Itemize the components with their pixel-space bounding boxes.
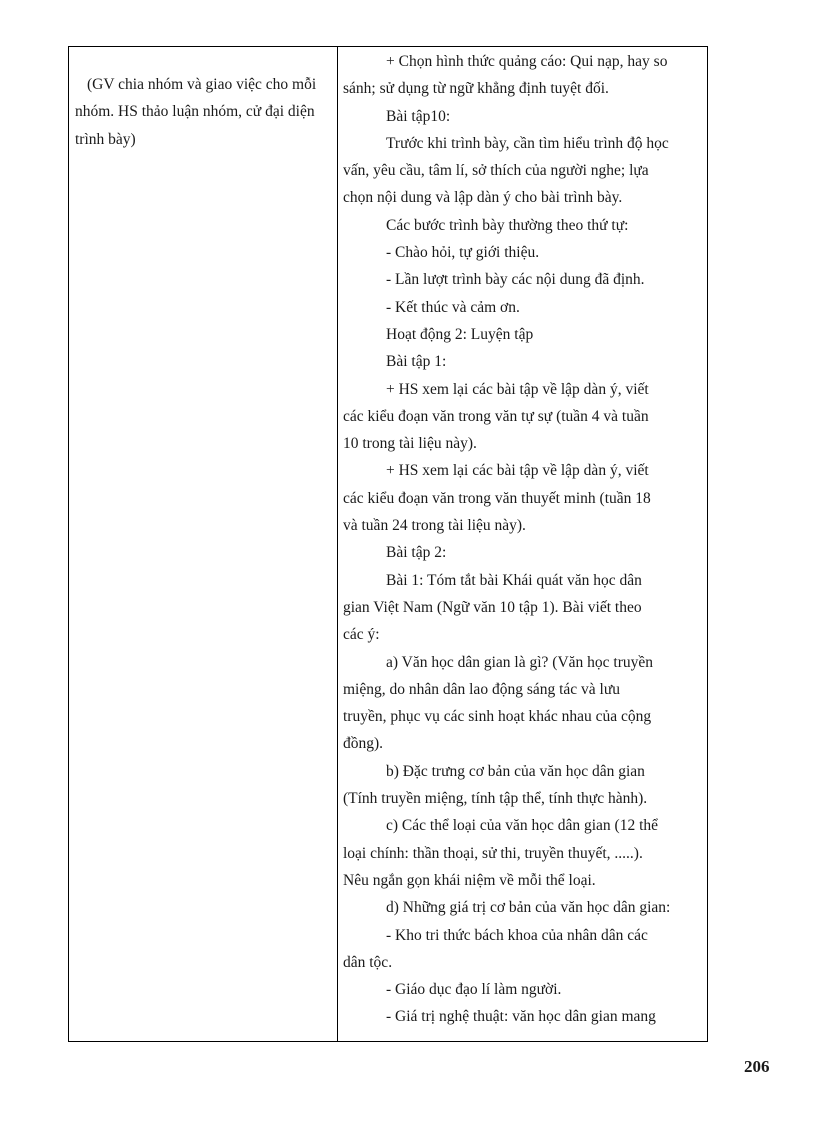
- content-line: vấn, yêu cầu, tâm lí, sở thích của người nghe; lựa: [343, 162, 649, 180]
- content-line: - Kho tri thức bách khoa của nhân dân các: [386, 926, 648, 944]
- content-line: - Chào hỏi, tự giới thiệu.: [386, 244, 540, 262]
- content-line: c) Các thể loại của văn học dân gian (12 thể: [386, 817, 658, 835]
- content-line: sánh; sử dụng từ ngữ khẳng định tuyệt đối.: [343, 80, 609, 98]
- content-line: - Giá trị nghệ thuật: văn học dân gian mang: [386, 1008, 656, 1026]
- content-line: chọn nội dung và lập dàn ý cho bài trình bày.: [343, 189, 623, 207]
- content-line: dân tộc.: [343, 953, 393, 971]
- content-line: loại chính: thần thoại, sử thi, truyền thuyết, .....).: [343, 844, 643, 862]
- content-line: b) Đặc trưng cơ bản của văn học dân gian: [386, 762, 645, 780]
- content-line: + Chọn hình thức quảng cáo: Qui nạp, hay so: [386, 53, 668, 70]
- content-line: gian Việt Nam (Ngữ văn 10 tập 1). Bài viết theo: [343, 598, 642, 616]
- content-line: d) Những giá trị cơ bản của văn học dân gian:: [386, 899, 671, 917]
- content-line: Bài tập 1:: [386, 353, 447, 371]
- content-line: Bài tập10:: [386, 107, 451, 125]
- content-line: Nêu ngắn gọn khái niệm về mỗi thể loại.: [343, 871, 596, 889]
- content-line: + HS xem lại các bài tập về lập dàn ý, viết: [386, 462, 649, 480]
- content-line: đồng).: [343, 735, 384, 753]
- content-line: Các bước trình bày thường theo thứ tự:: [386, 216, 629, 234]
- content-line: Bài 1: Tóm tắt bài Khái quát văn học dân: [386, 571, 642, 589]
- content-line: 10 trong tài liệu này).: [343, 435, 477, 453]
- content-line: và tuần 24 trong tài liệu này).: [343, 517, 526, 535]
- content-line: Hoạt động 2: Luyện tập: [386, 325, 534, 343]
- content-line: các ý:: [343, 626, 380, 644]
- content-line: + HS xem lại các bài tập về lập dàn ý, viết: [386, 380, 649, 398]
- content-line: miệng, do nhân dân lao động sáng tác và lưu: [343, 680, 621, 698]
- content-line: - Giáo dục đạo lí làm người.: [386, 981, 562, 999]
- content-line: các kiểu đoạn văn trong văn tự sự (tuần 4 và tuần: [343, 407, 649, 425]
- content-line: truyền, phục vụ các sinh hoạt khác nhau của cộng: [343, 708, 652, 726]
- content-line: - Lần lượt trình bày các nội dung đã định.: [386, 271, 645, 289]
- content-line: Bài tập 2:: [386, 544, 447, 562]
- content-column: [338, 47, 707, 1041]
- lesson-table: [68, 46, 708, 1042]
- content-line: (Tính truyền miệng, tính tập thể, tính thực hành).: [343, 790, 648, 808]
- page-number: 206: [744, 1057, 770, 1076]
- teacher-activity-text: (GV chia nhóm và giao việc cho mỗi nhóm. HS thảo luận nhóm, cử đại diện trình bày): [75, 76, 317, 148]
- content-line: Trước khi trình bày, cần tìm hiểu trình độ học: [386, 134, 669, 152]
- teacher-activity-column: [69, 47, 338, 1041]
- content-line: các kiểu đoạn văn trong văn thuyết minh (tuần 18: [343, 489, 651, 507]
- content-line: - Kết thúc và cảm ơn.: [386, 298, 520, 316]
- content-line: a) Văn học dân gian là gì? (Văn học truyền: [386, 653, 653, 671]
